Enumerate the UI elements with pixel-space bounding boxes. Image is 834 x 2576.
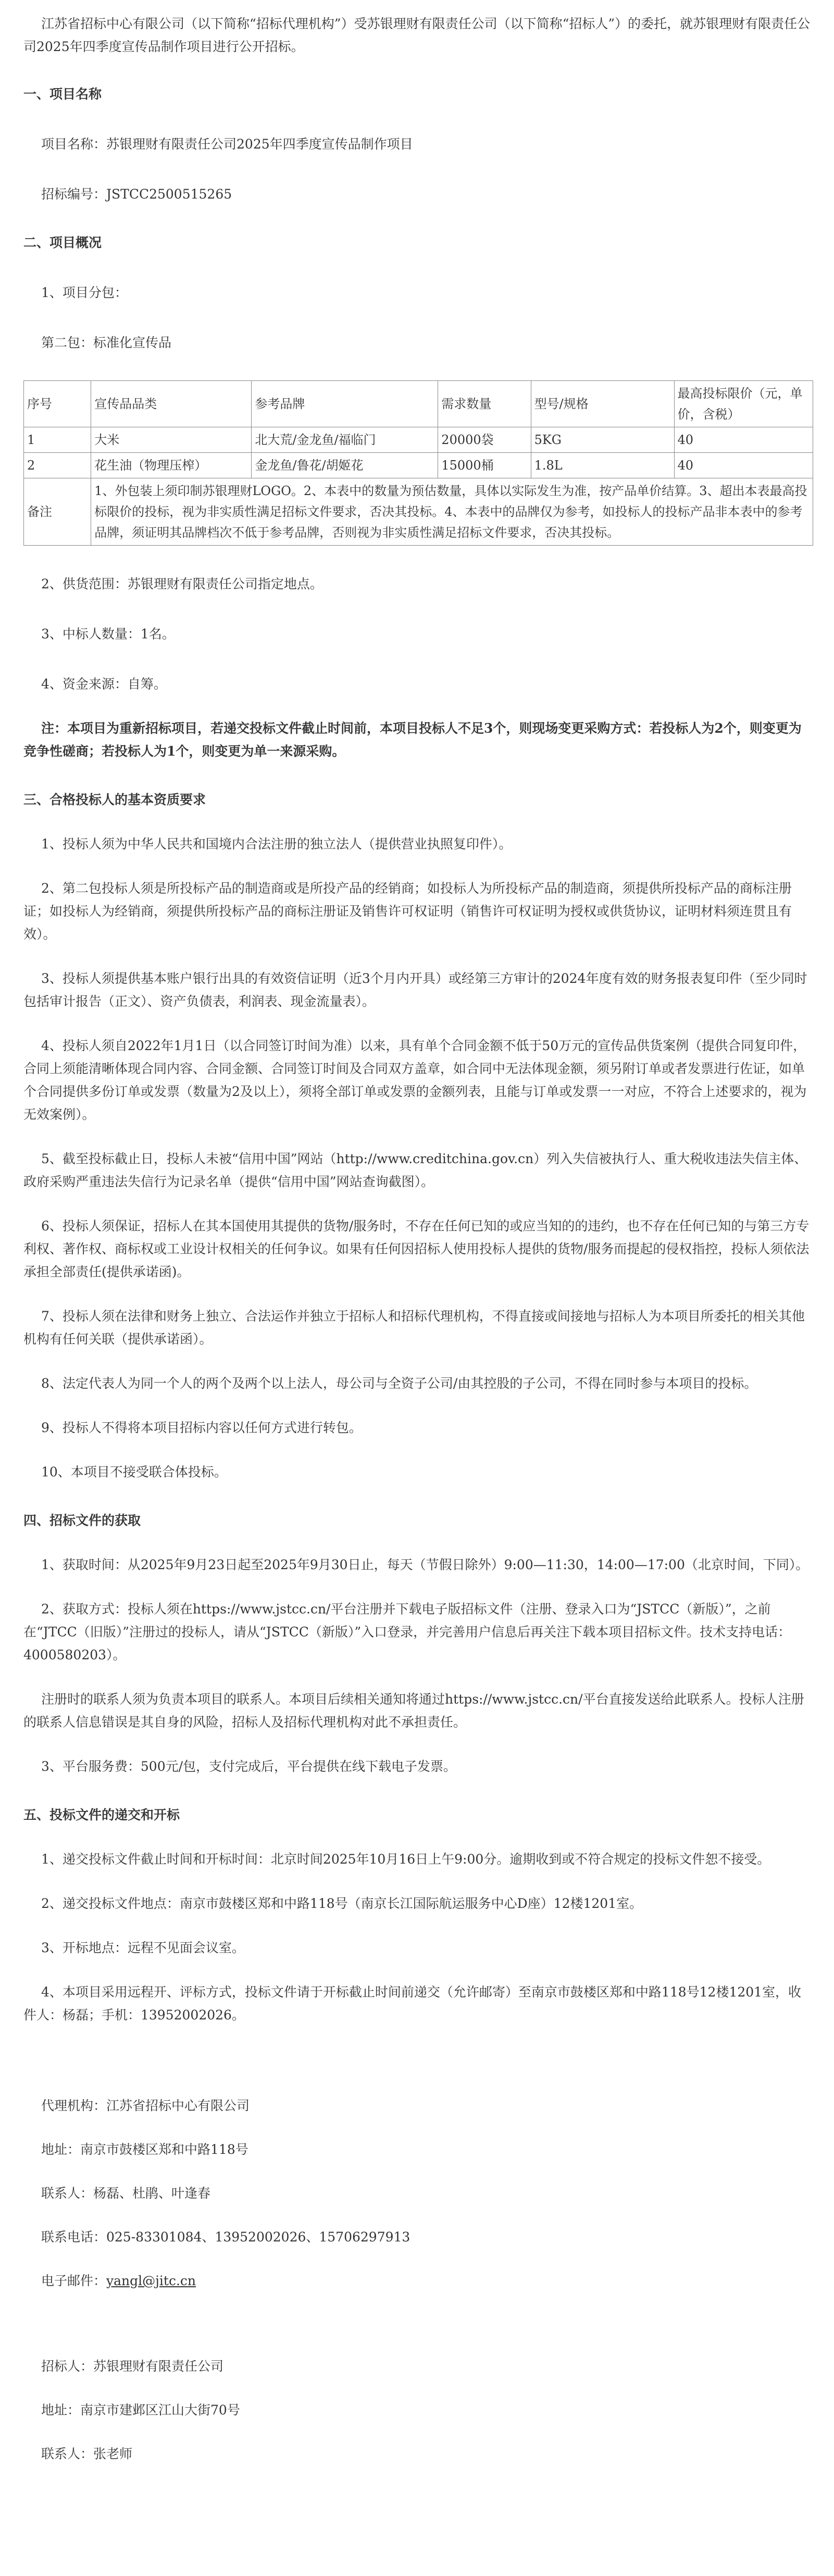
tender-code: 招标编号：JSTCC2500515265 bbox=[41, 187, 232, 202]
table-header-cell: 最高投标限价（元，单价，含税） bbox=[674, 381, 813, 427]
qualification-item: 4、投标人须自2022年1月1日（以合同签订时间为准）以来，具有单个合同金额不低于50万元的宣传品供货案例（提供合同复印件，合同上须能清晰体现合同内容、合同金额、合同签订时间及合同双方盖章，如合同中无法体现金额，须另附订单或者发票进行佐证，如单个合同提供多份订单或发票（数量为2及以上），须将全部订单或发票的金额列表，且能与订单或发票一一对应，不符合上述要求的，视为无效案例）。 bbox=[23, 1038, 807, 1122]
agent-phone: 联系电话：025-83301084、13952002026、15706297913 bbox=[41, 2229, 410, 2245]
products-table bbox=[23, 380, 813, 546]
qualification-item: 7、投标人须在法律和财务上独立、合法运作并独立于招标人和招标代理机构，不得直接或间接地与招标人为本项目所委托的相关其他机构有任何关联（提供承诺函）。 bbox=[23, 1309, 805, 1347]
owner-address: 地址：南京市建邺区江山大街70号 bbox=[41, 2402, 240, 2418]
section-4-heading: 四、招标文件的获取 bbox=[23, 1513, 141, 1528]
table-cell: 20000袋 bbox=[438, 427, 531, 453]
agent-org: 代理机构：江苏省招标中心有限公司 bbox=[41, 2098, 250, 2113]
table-note-row bbox=[24, 478, 813, 546]
table-note-label: 备注 bbox=[24, 478, 91, 546]
owner-org: 招标人：苏银理财有限责任公司 bbox=[41, 2359, 224, 2374]
submission-item: 2、递交投标文件地点：南京市鼓楼区郑和中路118号（南京长江国际航运服务中心D座）12楼1201室。 bbox=[41, 1896, 643, 1911]
qualification-item: 1、投标人须为中华人民共和国境内合法注册的独立法人（提供营业执照复印件）。 bbox=[41, 836, 512, 852]
table-row bbox=[24, 427, 813, 453]
table-cell: 北大荒/金龙鱼/福临门 bbox=[252, 427, 438, 453]
qualification-item: 9、投标人不得将本项目招标内容以任何方式进行转包。 bbox=[41, 1420, 362, 1435]
owner-contact: 联系人：张老师 bbox=[41, 2446, 133, 2461]
table-header-row bbox=[24, 381, 813, 427]
fund-source: 4、资金来源：自筹。 bbox=[41, 676, 167, 692]
table-cell: 5KG bbox=[531, 427, 674, 453]
qualification-item: 5、截至投标截止日，投标人未被“信用中国”网站（http://www.creditchina.gov.cn）列入失信被执行人、重大税收违法失信主体、政府采购严重违法失信行为记录名单（提供“信用中国”网站查询截图）。 bbox=[23, 1151, 807, 1189]
submission-item: 4、本项目采用远程开、评标方式，投标文件请于开标截止时间前递交（允许邮寄）至南京市鼓楼区郑和中路118号12楼1201室，收件人：杨磊；手机：13952002026。 bbox=[23, 1985, 802, 2023]
table-cell: 15000桶 bbox=[438, 453, 531, 478]
table-cell: 金龙鱼/鲁花/胡姬花 bbox=[252, 453, 438, 478]
section-5-heading: 五、投标文件的递交和开标 bbox=[23, 1807, 180, 1822]
lot-label: 1、项目分包： bbox=[41, 285, 128, 300]
table-cell: 花生油（物理压榨） bbox=[91, 453, 252, 478]
table-header-cell: 型号/规格 bbox=[531, 381, 674, 427]
submission-item: 3、开标地点：远程不见面会议室。 bbox=[41, 1940, 245, 1955]
section-3-heading: 三、合格投标人的基本资质要求 bbox=[23, 792, 206, 807]
table-header-cell: 序号 bbox=[24, 381, 91, 427]
retender-note: 注：本项目为重新招标项目，若递交投标文件截止时间前，本项目投标人不足3个，则现场变更采购方式：若投标人为2个，则变更为竞争性磋商；若投标人为1个，则变更为单一来源采购。 bbox=[23, 721, 802, 759]
table-cell: 1.8L bbox=[531, 453, 674, 478]
supply-scope: 2、供货范围：苏银理财有限责任公司指定地点。 bbox=[41, 576, 323, 591]
project-name: 项目名称：苏银理财有限责任公司2025年四季度宣传品制作项目 bbox=[41, 137, 413, 152]
agent-email-line bbox=[23, 2270, 811, 2292]
table-cell: 40 bbox=[674, 453, 813, 478]
table-cell: 大米 bbox=[91, 427, 252, 453]
agent-email-link[interactable]: yangl@jitc.cn bbox=[106, 2273, 196, 2288]
qualification-item: 6、投标人须保证，招标人在其本国使用其提供的货物/服务时，不存在任何已知的或应当知的的违约，也不存在任何已知的与第三方专利权、著作权、商标权或工业设计权相关的任何争议。如果有任何因招标人使用投标人提供的货物/服务而提起的侵权指控，投标人须依法承担全部责任(提供承诺函)。 bbox=[23, 1218, 810, 1279]
acquisition-item: 2、获取方式：投标人须在https://www.jstcc.cn/平台注册并下载电子版招标文件（注册、登录入口为“JSTCC（新版）”，之前在“JTCC（旧版）”注册过的投标人，请从“JSTCC（新版）”入口登录，并完善用户信息后再关注下载本项目招标文件。技术支持电话：4000580203）。 bbox=[23, 1601, 791, 1662]
qualification-item: 2、第二包投标人须是所投标产品的制造商或是所投产品的经销商；如投标人为所投标产品的制造商，须提供所投标产品的商标注册证；如投标人为经销商，须提供所投标产品的商标注册证及销售许可权证明（销售许可权证明为授权或供货协议，证明材料须连贯且有效）。 bbox=[23, 881, 792, 942]
table-header-cell: 需求数量 bbox=[438, 381, 531, 427]
table-note-text: 1、外包装上须印制苏银理财LOGO。2、本表中的数量为预估数量，具体以实际发生为准，按产品单价结算。3、超出本表最高投标限价的投标，视为非实质性满足招标文件要求，否决其投标。4、本表中的品牌仅为参考，如投标人的投标产品非本表中的参考品牌，须证明其品牌档次不低于参考品牌，否则视为非实质性满足招标文件要求，否决其投标。 bbox=[91, 478, 813, 546]
qualification-item: 8、法定代表人为同一个人的两个及两个以上法人，母公司与全资子公司/由其控股的子公司，不得在同时参与本项目的投标。 bbox=[41, 1376, 757, 1391]
lot-name: 第二包：标准化宣传品 bbox=[41, 335, 172, 350]
agent-address: 地址：南京市鼓楼区郑和中路118号 bbox=[41, 2142, 248, 2157]
table-row bbox=[24, 453, 813, 478]
acquisition-item: 1、获取时间：从2025年9月23日起至2025年9月30日止，每天（节假日除外）9:00—11:30，14:00—17:00（北京时间，下同）。 bbox=[41, 1557, 809, 1572]
agent-contact-block bbox=[23, 2094, 811, 2292]
table-cell: 40 bbox=[674, 427, 813, 453]
table-header-cell: 参考品牌 bbox=[252, 381, 438, 427]
agent-contact: 联系人：杨磊、杜鹃、叶逢春 bbox=[41, 2186, 211, 2201]
table-header-cell: 宣传品品类 bbox=[91, 381, 252, 427]
qualification-item: 3、投标人须提供基本账户银行出具的有效资信证明（近3个月内开具）或经第三方审计的2024年度有效的财务报表复印件（至少同时包括审计报告（正文）、资产负债表，利润表、现金流量表）。 bbox=[23, 971, 807, 1009]
table-cell: 1 bbox=[24, 427, 91, 453]
section-1-heading: 一、项目名称 bbox=[23, 87, 102, 102]
intro-paragraph: 江苏省招标中心有限公司（以下简称“招标代理机构”）受苏银理财有限责任公司（以下简称“招标人”）的委托，就苏银理财有限责任公司2025年四季度宣传品制作项目进行公开招标。 bbox=[23, 16, 811, 54]
winner-count: 3、中标人数量：1名。 bbox=[41, 626, 175, 642]
qualification-item: 10、本项目不接受联合体投标。 bbox=[41, 1464, 227, 1480]
table-cell: 2 bbox=[24, 453, 91, 478]
submission-item: 1、递交投标文件截止时间和开标时间：北京时间2025年10月16日上午9:00分。逾期收到或不符合规定的投标文件恕不接受。 bbox=[41, 1852, 770, 1867]
owner-contact-block bbox=[23, 2355, 811, 2466]
section-2-heading: 二、项目概况 bbox=[23, 235, 102, 250]
agent-email-label: 电子邮件： bbox=[41, 2273, 107, 2288]
acquisition-item: 3、平台服务费：500元/包，支付完成后，平台提供在线下载电子发票。 bbox=[41, 1759, 457, 1774]
acquisition-item: 注册时的联系人须为负责本项目的联系人。本项目后续相关通知将通过https://www.jstcc.cn/平台直接发送给此联系人。投标人注册的联系人信息错误是其自身的风险，招标人及招标代理机构对此不承担责任。 bbox=[23, 1692, 804, 1730]
